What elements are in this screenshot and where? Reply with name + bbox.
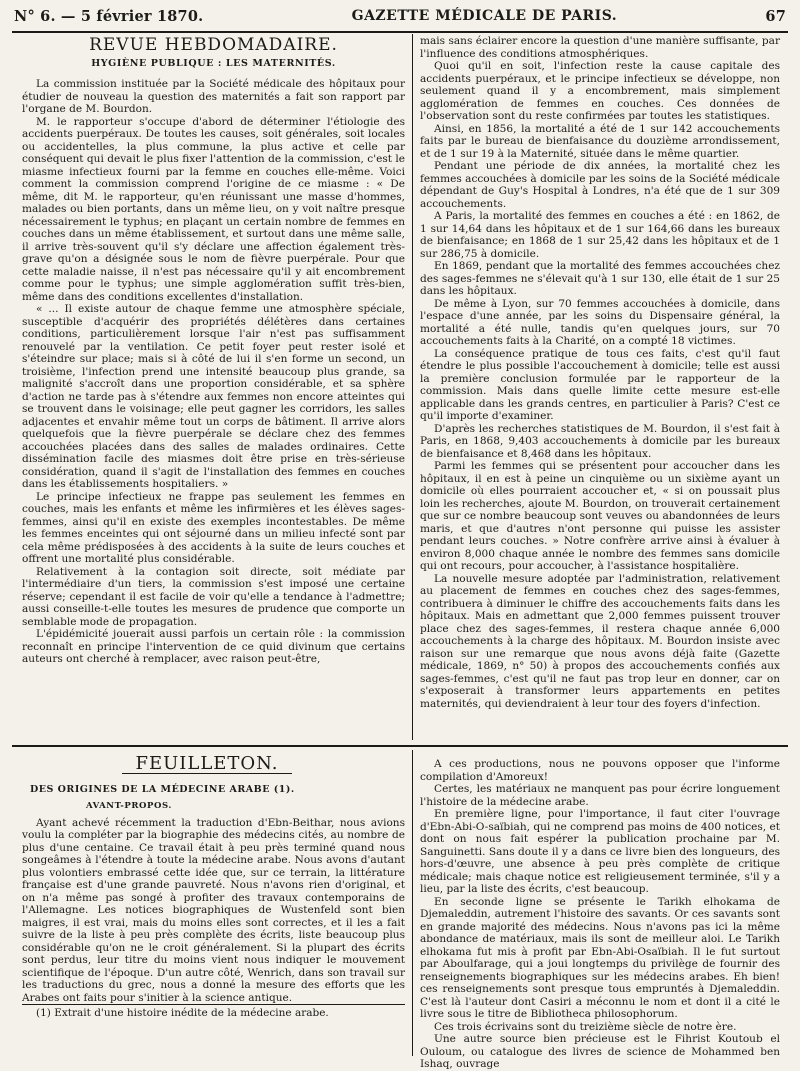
paragraph: L'épidémicité jouerait aussi parfois un certain rôle : la commission reconnaît en principe l'intervention de ce quid divinum que certains auteurs ont cherché à remplacer, avec raison peut-être, [22, 628, 405, 665]
paragraph: Pendant une période de dix années, la mortalité chez les femmes accouchées à domicile par les soins de la Société médicale dépendant de Guy's Hospital à Londres, n'a été que de 1 sur 309 accouchements. [420, 160, 780, 210]
paragraph: Ayant achevé récemment la traduction d'Ebn-Beithar, nous avions voulu la compléter par la biographie des médecins cités, au nombre de plus d'une centaine. Ce travail était à peu près terminé quand nous songeâmes à l'étendre à toute la médecine arabe. Nous avons d'autant plus volontiers embrassé cette idée que, sur ce terrain, la littérature française est d'une grande pauvreté. Nous n'avons rien d'original, et on n'a même pas songé à profiter des travaux contemporains de l'Allemagne. Les notices biographiques de Wustenfeld sont bien maigres, il est vrai, mais du moins elles sont correctes, et il les a fait suivre de la liste à peu près complète des écrits, liste beaucoup plus considérable qu'on ne le croit généralement. Si la plupart des écrits sont perdus, leur titre du moins vient nous indiquer le mouvement scientifique de l'époque. D'un autre côté, Wenrich, dans son travail sur les traductions du grec, nous a donné la mesure des efforts que les Arabes ont faits pour s'initier à la science antique. [22, 816, 405, 1004]
newspaper-title: GAZETTE MÉDICALE DE PARIS. [351, 8, 618, 24]
feuilleton-left-column [22, 750, 405, 1056]
paragraph: Le principe infectieux ne frappe pas seulement les femmes en couches, mais les enfants et même les infirmières et les élèves sages-femmes, ainsi qu'il en existe des exemples incontestables. De même les femmes enceintes qui ont séjourné dans un milieu infecté sont par cela même prédisposées à des accidents à la suite de leurs couches et offrent une mortalité plus considérable. [22, 490, 405, 565]
paragraph: mais sans éclairer encore la question d'une manière suffisante, par l'influence des conditions atmosphériques. [420, 35, 780, 60]
paragraph: « ... Il existe autour de chaque femme une atmosphère spéciale, susceptible d'acquérir des propriétés délétères dans certaines conditions, particulièrement lorsque l'air n'est pas suffisamment renouvelé par la ventilation. Ce petit foyer peut rester isolé et s'éteindre sur place; mais si à côté de lui il s'en forme un second, un troisième, l'infection prend une intensité beaucoup plus grande, sa malignité s'accroît dans une proportion considérable, et sa sphère d'action ne tarde pas à s'étendre aux femmes non encore atteintes qui se trouvent dans le voisinage; elle peut gagner les corridors, les salles adjacentes et envahir même tout un corps de bâtiment. Il arrive alors quelquefois que la fièvre puerpérale se déclare chez des femmes accouchées placées dans des salles de malades ordinaires. Cette dissémination facile des miasmes doit être prise en très-sérieuse considération, quand il s'agit de l'installation des femmes en couches dans les établissements hospitaliers. » [22, 303, 405, 490]
paragraph: A Paris, la mortalité des femmes en couches a été : en 1862, de 1 sur 14,64 dans les hôpitaux et de 1 sur 164,66 dans les bureaux de bienfaisance; en 1868 de 1 sur 25,42 dans les hôpitaux et de 1 sur 286,75 à domicile. [420, 210, 780, 260]
issue-number: N° 6. — 5 février 1870. [14, 7, 204, 25]
paragraph: La conséquence pratique de tous ces faits, c'est qu'il faut étendre le plus possible l'accouchement à domicile; telle est aussi la première conclusion formulée par le rapporteur de la commission. Mais dans quelle limite cette mesure est-elle applicable dans les grands centres, en particulier à Paris? C'est ce qu'il importe d'examiner. [420, 347, 780, 422]
feuilleton-title: FEUILLETON. [122, 758, 292, 774]
masthead-rule [12, 31, 788, 33]
paragraph: D'après les recherches statistiques de M. Bourdon, il s'est fait à Paris, en 1868, 9,403 accouchements à domicile par les bureaux de bienfaisance et 8,468 dans les hôpitaux. [420, 422, 780, 460]
feuilleton-subtitle: DES ORIGINES DE LA MÉDECINE ARABE (1). [30, 783, 295, 795]
paragraph: M. le rapporteur s'occupe d'abord de déterminer l'étiologie des accidents puerpéraux. De toutes les causes, soit générales, soit locales ou accidentelles, la plus commune, la plus active et celle par conséquent qui devait le plus fixer l'attention de la commission, c'est le miasme infectieux fourni par la femme en couches elle-même. Voici comment la commission comprend l'origine de ce miasme : « De même, dit M. le rapporteur, qu'en réunissant une masse d'hommes, malades ou bien portants, dans un même lieu, on y voit naître presque nécessairement le typhus; en plaçant un certain nombre de femmes en couches dans un même établissement, et surtout dans une même salle, il arrive très-souvent qu'il s'y déclare une affection également très-grave qu'on a désignée sous le nom de fièvre puerpérale. Pour que cette maladie naisse, il n'est pas nécessaire qu'il y ait encombrement comme pour le typhus; une simple agglomération suffit très-bien, même dans des conditions excellentes d'installation. [22, 115, 405, 303]
paragraph: En 1869, pendant que la mortalité des femmes accouchées chez des sages-femmes ne s'élevait qu'à 1 sur 130, elle était de 1 sur 25 dans les hôpitaux. [420, 260, 780, 297]
masthead [14, 4, 786, 28]
column-divider [412, 34, 413, 740]
feuilleton-section: AVANT-PROPOS. [86, 801, 172, 811]
revue-title: REVUE HEBDOMADAIRE. [89, 35, 338, 55]
paragraph: La commission instituée par la Société médicale des hôpitaux pour étudier de nouveau la question des maternités a fait son rapport par l'organe de M. Bourdon. [22, 78, 405, 115]
paragraph: Ces trois écrivains sont du treizième siècle de notre ère. [434, 1020, 737, 1033]
paragraph: A ces productions, nous ne pouvons opposer que l'informe compilation d'Amoreux! [420, 758, 780, 783]
paragraph: De même à Lyon, sur 70 femmes accouchées à domicile, dans l'espace d'une année, par les soins du Dispensaire général, la mortalité a été nulle, tandis qu'en quelques jours, sur 70 accouchements faits à la Charité, on a compté 18 victimes. [420, 297, 780, 347]
paragraph: Relativement à la contagion soit directe, soit médiate par l'intermédiaire d'un tiers, la commission s'est imposé une certaine réserve; cependant il est facile de voir qu'elle a tendance à l'admettre; aussi conseille-t-elle toutes les mesures de prudence que comporte un semblable mode de propagation. [22, 565, 405, 628]
paragraph: Une autre source bien précieuse est le Fihrist Koutoub el Ouloum, ou catalogue des livres de science de Mohammed ben Ishaq, ouvrage [420, 1033, 780, 1070]
paragraph: Ainsi, en 1856, la mortalité a été de 1 sur 142 accouchements faits par le bureau de bienfaisance du douzième arrondissement, et de 1 sur 19 à la Maternité, située dans le même quartier. [420, 122, 780, 160]
paragraph: La nouvelle mesure adoptée par l'administration, relativement au placement de femmes en couches chez des sages-femmes, contribuera à diminuer le chiffre des accouchements faits dans les hôpitaux. Mais en admettant que 2,000 femmes puissent trouver place chez des sages-femmes, il restera chaque année 6,000 accouchements à la charge des hôpitaux. M. Bourdon insiste avec raison sur une remarque que nous avons déjà faite (Gazette médicale, 1869, n° 50) à propos des accouchements confiés aux sages-femmes, c'est qu'il ne faut pas trop leur en donner, car on s'exposerait à transformer leurs appartements en petites maternités, qui deviendraient à leur tour des foyers d'infection. [420, 572, 780, 710]
revue-right-column [420, 35, 780, 740]
column-divider [412, 750, 413, 1056]
paragraph: En première ligne, pour l'importance, il faut citer l'ouvrage d'Ebn-Abi-O-saïbiah, qui ne comprend pas moins de 400 notices, et dont on nous fait espérer la publication prochaine par M. Sanguinetti. Sans doute il y a dans ce livre bien des longueurs, des hors-d'œuvre, une absence à peu près complète de critique médicale; mais chaque notice est religieusement terminée, s'il y a lieu, par la liste des écrits, c'est beaucoup. [420, 808, 780, 895]
paragraph: Certes, les matériaux ne manquent pas pour écrire longuement l'histoire de la médecine arabe. [420, 783, 780, 808]
paragraph: Quoi qu'il en soit, l'infection reste la cause capitale des accidents puerpéraux, et le principe infectieux se développe, non seulement quand il y a encombrement, mais simplement agglomération de femmes en couches. Ces données de l'observation sont du reste confirmées par toutes les statistiques. [420, 60, 780, 122]
revue-subtitle: HYGIÈNE PUBLIQUE : LES MATERNITÉS. [91, 57, 336, 69]
page-number: 67 [765, 7, 786, 25]
footnote: (1) Extrait d'une histoire inédite de la médecine arabe. [22, 1004, 405, 1020]
paragraph: Parmi les femmes qui se présentent pour accoucher dans les hôpitaux, il en est à peine un cinquième ou un sixième ayant un domicile où elles pourraient accoucher et, « si on poussait plus loin les recherches, ajoute M. Bourdon, on trouverait certainement que sur ce nombre beaucoup sont veuves ou abandonnées de leurs maris, et que d'autres n'ont personne qui puisse les assister pendant leurs couches. » Notre confrère arrive ainsi à évaluer à environ 8,000 chaque année le nombre des femmes sans domicile qui ont recours, pour accoucher, à l'assistance hospitalière. [420, 460, 780, 572]
paragraph: En seconde ligne se présente le Tarikh elhokama de Djemaleddin, autrement l'histoire des savants. Or ces savants sont en grande majorité des médecins. Nous n'avons pas ici la même abondance de matériaux, mais ils sont de meilleur aloi. Le Tarikh elhokama fut mis à profit par Ebn-Abi-Osaïbiah. Il le fut surtout par Aboulfarage, qui a joui longtemps du privilège de fournir des renseignements biographiques sur les médecins arabes. Eh bien! ces renseignements sont presque tous empruntés à Djemaleddin. C'est là l'auteur dont Casiri a méconnu le nom et dont il a cité le livre sous le titre de Bibliotheca philosophorum. [420, 895, 780, 1020]
revue-left-column [22, 35, 405, 740]
feuilleton-rule [12, 745, 788, 747]
feuilleton-right-column [420, 758, 780, 1070]
